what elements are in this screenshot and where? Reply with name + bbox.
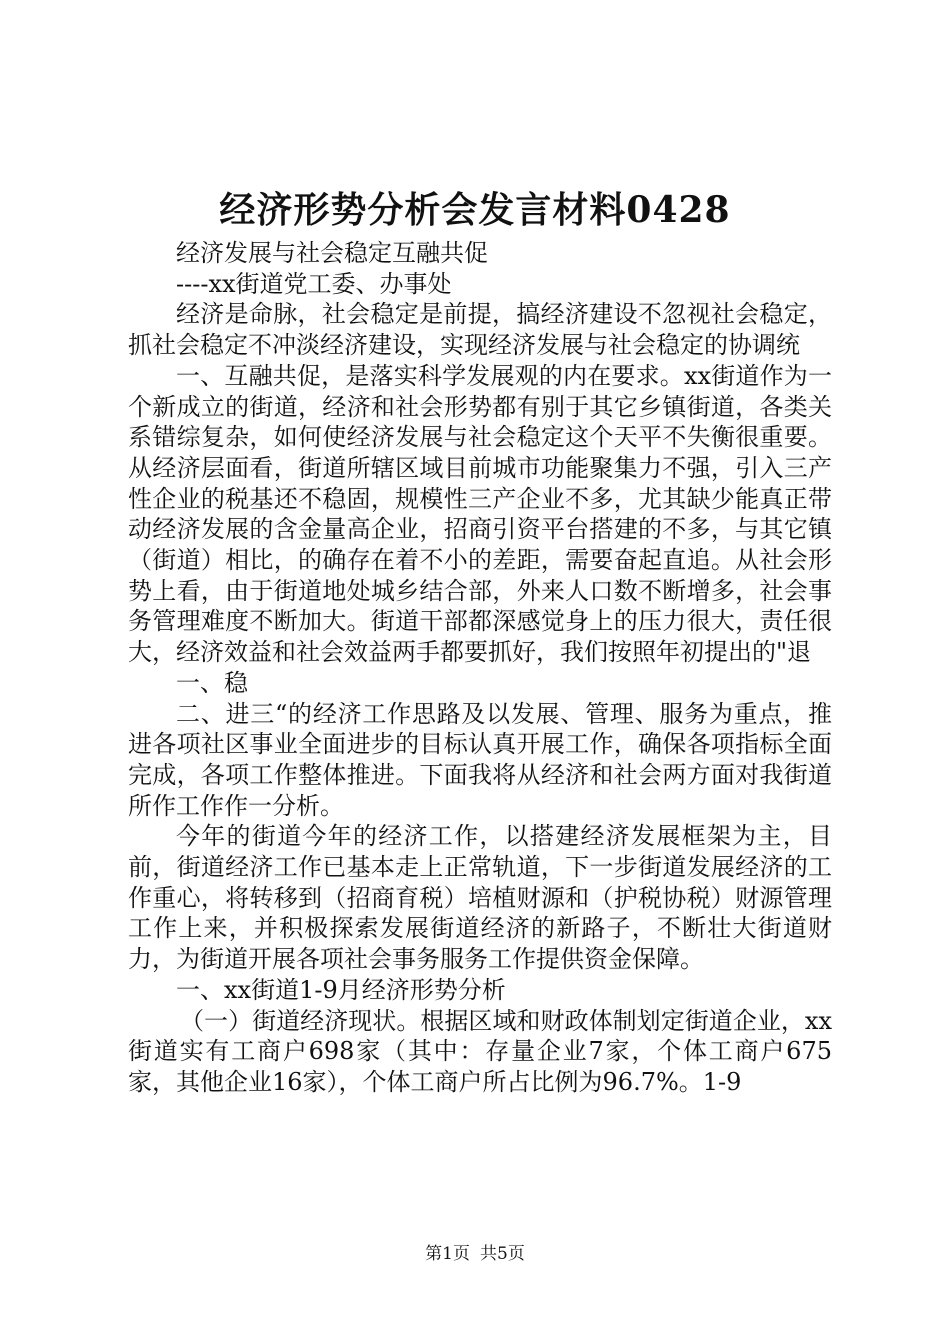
paragraph-economic-work: 今年的街道今年的经济工作，以搭建经济发展框架为主，目前，街道经济工作已基本走上正常轨道，下一步街道发展经济的工作重心，将转移到（招商育税）培植财源和（护税协税）财源管理工作上来，并积极探索发展街道经济的新路子，不断壮大街道财力，为街道开展各项社会事务服务工作提供资金保障。 bbox=[128, 822, 832, 974]
paragraph-author: ----xx街道党工委、办事处 bbox=[176, 269, 452, 298]
paragraph-heading-analysis: 一、xx街道1-9月经济形势分析 bbox=[176, 975, 506, 1004]
page-number: 第1页 bbox=[425, 1244, 470, 1264]
page-footer bbox=[0, 1242, 950, 1266]
paragraph-section-2: 二、进三“的经济工作思路及以发展、管理、服务为重点，推进各项社区事业全面进步的目标认真开展工作，确保各项指标全面完成，各项工作整体推进。下面我将从经济和社会两方面对我街道所作工作作一分析。 bbox=[128, 699, 832, 820]
page-total: 共5页 bbox=[480, 1244, 525, 1264]
paragraph-subtitle: 经济发展与社会稳定互融共促 bbox=[176, 239, 488, 267]
document-body bbox=[128, 238, 832, 1098]
paragraph-stable: 一、稳 bbox=[176, 668, 248, 697]
paragraph-economic-status: （一）街道经济现状。根据区域和财政体制划定街道企业，xx街道实有工商户698家（其中：存量企业7家，个体工商户675家，其他企业16家），个体工商户所占比例为96.7%。1-9 bbox=[128, 1006, 832, 1096]
document-title: 经济形势分析会发言材料0428 bbox=[219, 189, 731, 231]
paragraph-intro: 经济是命脉，社会稳定是前提，搞经济建设不忽视社会稳定，抓社会稳定不冲淡经济建设，实现经济发展与社会稳定的协调统 bbox=[128, 300, 832, 360]
paragraph-section-1: 一、互融共促，是落实科学发展观的内在要求。xx街道作为一个新成立的街道，经济和社会形势都有别于其它乡镇街道，各类关系错综复杂，如何使经济发展与社会稳定这个天平不失衡很重要。从经济层面看，街道所辖区域目前城市功能聚集力不强，引入三产性企业的税基还不稳固，规模性三产企业不多，尤其缺少能真正带动经济发展的含金量高企业，招商引资平台搭建的不多，与其它镇（街道）相比，的确存在着不小的差距，需要奋起直追。从社会形势上看，由于街道地处城乡结合部，外来人口数不断增多，社会事务管理难度不断加大。街道干部都深感觉身上的压力很大，责任很大，经济效益和社会效益两手都要抓好，我们按照年初提出的"退 bbox=[128, 361, 832, 667]
